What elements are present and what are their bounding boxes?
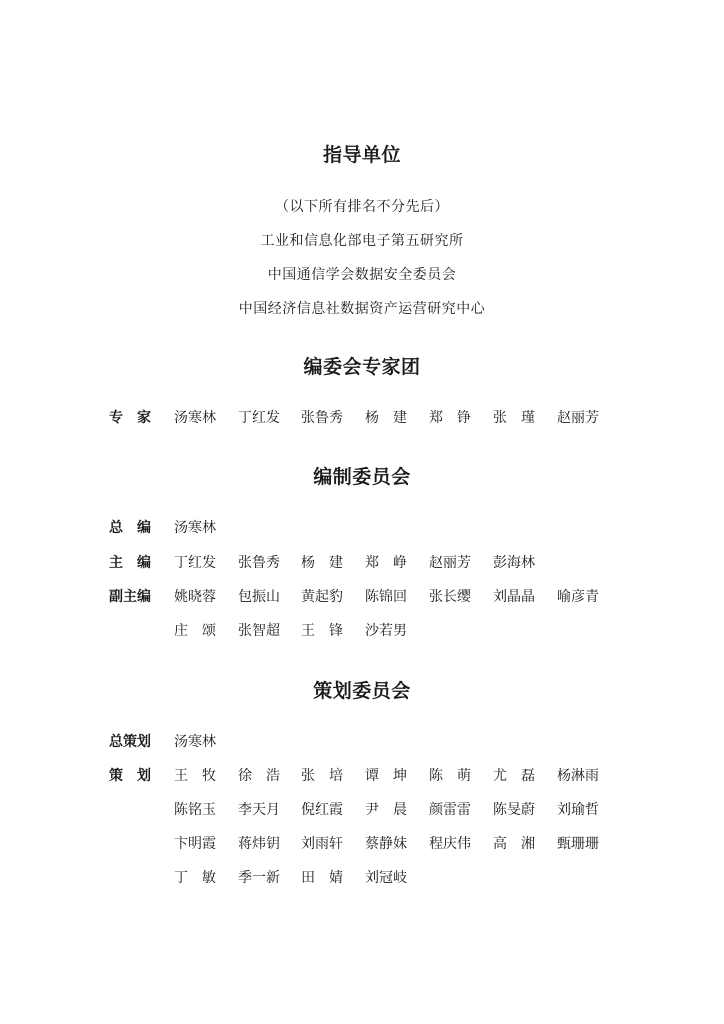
member-name: 张鲁秀: [238, 555, 280, 571]
member-name: 赵丽芳: [429, 555, 471, 571]
member-name: 程庆伟: [429, 836, 471, 852]
role-label: 专 家: [109, 410, 151, 426]
member-name: 张长缨: [429, 589, 471, 605]
guidance-unit-3: 中国经济信息社数据资产运营研究中心: [238, 301, 486, 317]
member-name: 陈锦回: [365, 589, 407, 605]
member-name: 刘雨轩: [301, 836, 343, 852]
member-name: 丁红发: [174, 555, 216, 571]
member-name: 尤 磊: [493, 768, 535, 784]
member-name: 张 培: [301, 768, 343, 784]
guidance-unit-1: 工业和信息化部电子第五研究所: [260, 233, 464, 249]
section-title-editorial-committee: 编制委员会: [313, 466, 411, 488]
member-name: 陈铭玉: [174, 802, 216, 818]
member-name: 刘瑜哲: [557, 802, 599, 818]
member-name: 徐 浩: [238, 768, 280, 784]
section-title-expert-panel: 编委会专家团: [303, 356, 421, 378]
member-name: 杨 建: [365, 410, 407, 426]
member-name: 庄 颂: [174, 623, 216, 639]
member-name: 刘晶晶: [493, 589, 535, 605]
member-name: 郑 铮: [429, 410, 471, 426]
member-name: 尹 晨: [365, 802, 407, 818]
member-name: 颜雷雷: [429, 802, 471, 818]
member-name: 倪红霞: [301, 802, 343, 818]
member-name: 高 湘: [493, 836, 535, 852]
member-name: 张 瑾: [493, 410, 535, 426]
member-name: 王 锋: [301, 623, 343, 639]
member-name: 蔡静妹: [365, 836, 407, 852]
member-name: 彭海林: [493, 555, 535, 571]
member-name: 黄起豹: [301, 589, 343, 605]
member-name: 郑 峥: [365, 555, 407, 571]
member-name: 刘冠岐: [365, 870, 407, 886]
role-label: 总 编: [109, 520, 151, 536]
member-name: 赵丽芳: [557, 410, 599, 426]
role-label: 策 划: [109, 768, 151, 784]
member-name: 杨淋雨: [557, 768, 599, 784]
member-name: 蒋炜钥: [238, 836, 280, 852]
member-name: 甄珊珊: [557, 836, 599, 852]
section-title-guidance-units: 指导单位: [322, 144, 401, 166]
member-name: 陈 萌: [429, 768, 471, 784]
member-name: 丁 敏: [174, 870, 216, 886]
member-name: 杨 建: [301, 555, 343, 571]
member-name: 张鲁秀: [301, 410, 343, 426]
member-name: 包振山: [238, 589, 280, 605]
member-name: 汤寒林: [174, 734, 216, 750]
member-name: 张智超: [238, 623, 280, 639]
role-label: 主 编: [109, 555, 151, 571]
member-name: 汤寒林: [174, 410, 216, 426]
member-name: 喻彦青: [557, 589, 599, 605]
member-name: 田 婧: [301, 870, 343, 886]
member-name: 丁红发: [238, 410, 280, 426]
member-name: 卞明霞: [174, 836, 216, 852]
member-name: 王 牧: [174, 768, 216, 784]
member-name: 汤寒林: [174, 520, 216, 536]
member-name: 季一新: [238, 870, 280, 886]
guidance-unit-2: 中国通信学会数据安全委员会: [267, 267, 457, 283]
member-name: 李天月: [238, 802, 280, 818]
member-name: 陈旻蔚: [493, 802, 535, 818]
role-label: 总策划: [109, 734, 151, 750]
member-name: 姚晓蓉: [174, 589, 216, 605]
member-name: 沙若男: [365, 623, 407, 639]
section-title-planning-committee: 策划委员会: [313, 680, 411, 702]
ordering-note: （以下所有排名不分先后）: [275, 199, 449, 215]
member-name: 谭 坤: [365, 768, 407, 784]
role-label: 副主编: [109, 589, 151, 605]
